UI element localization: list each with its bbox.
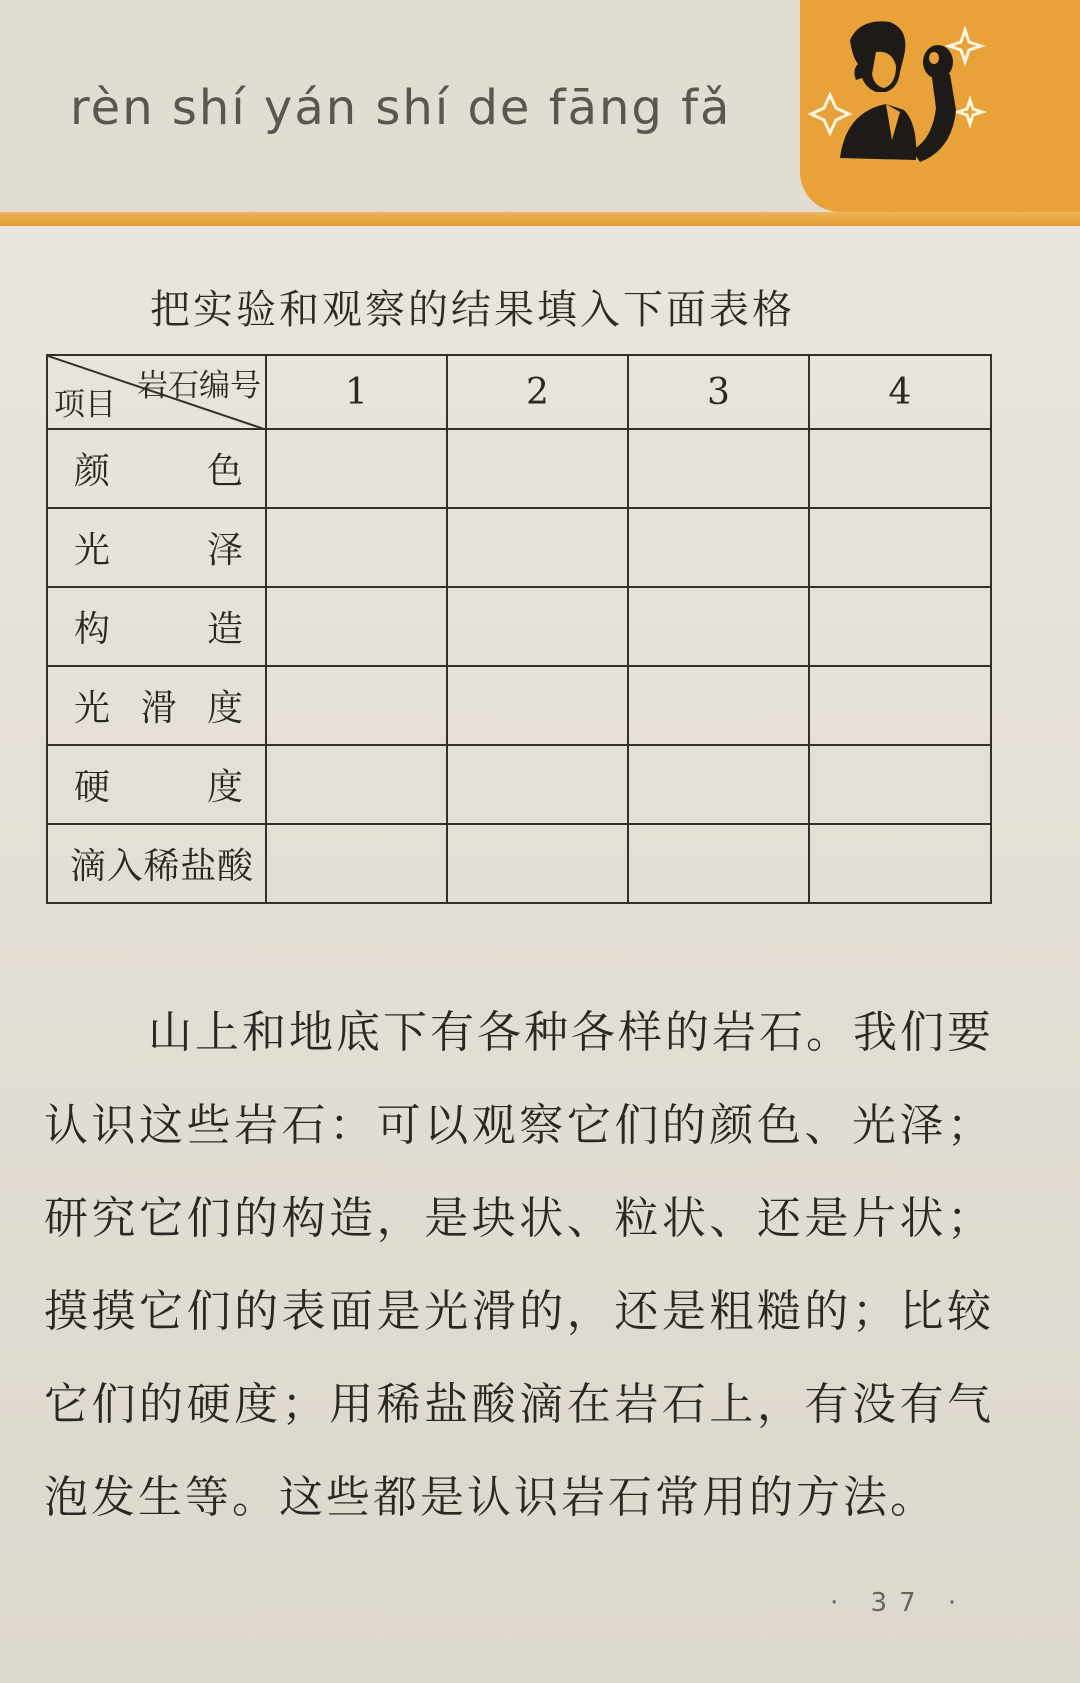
table-row xyxy=(47,429,991,508)
column-header: 3 xyxy=(628,355,809,429)
column-header: 2 xyxy=(447,355,628,429)
row-label-text: 光滑度 xyxy=(74,688,243,729)
row-label xyxy=(47,508,266,587)
column-header: 4 xyxy=(809,355,991,429)
row-label xyxy=(47,824,266,903)
page-header xyxy=(0,0,1080,212)
table-cell xyxy=(447,745,628,824)
corner-label-rock-number: 岩石编号 xyxy=(137,368,261,404)
row-label-text: 光泽 xyxy=(74,530,243,571)
table-cell xyxy=(266,824,447,903)
person-examining-rock-illustration xyxy=(800,0,1080,212)
table-cell xyxy=(628,508,809,587)
row-label-text: 硬度 xyxy=(74,767,243,808)
header-divider xyxy=(0,212,1080,226)
row-label-text: 滴入稀盐酸 xyxy=(70,846,253,887)
table-row xyxy=(47,745,991,824)
table-cell xyxy=(447,666,628,745)
table-cell xyxy=(809,587,991,666)
table-cell xyxy=(628,587,809,666)
row-label xyxy=(47,429,266,508)
table-cell xyxy=(628,429,809,508)
table-cell xyxy=(809,666,991,745)
table-row xyxy=(47,666,991,745)
table-cell xyxy=(447,824,628,903)
table-cell xyxy=(809,745,991,824)
table-cell xyxy=(809,508,991,587)
table-cell xyxy=(266,587,447,666)
table-cell xyxy=(266,666,447,745)
table-caption: 把实验和观察的结果填入下面表格 xyxy=(150,287,795,333)
table-cell xyxy=(809,429,991,508)
table-cell xyxy=(447,587,628,666)
observation-table xyxy=(46,354,992,904)
table-cell xyxy=(266,745,447,824)
table-header-row xyxy=(47,355,991,429)
table-cell xyxy=(266,429,447,508)
page-number: · 37 · xyxy=(830,1588,969,1618)
table-cell xyxy=(447,508,628,587)
row-label-text: 颜色 xyxy=(74,451,243,492)
corner-label-item: 项目 xyxy=(54,387,116,423)
table-cell xyxy=(447,429,628,508)
pinyin-title: rèn shí yán shí de fāng fǎ xyxy=(70,80,732,136)
table-row xyxy=(47,824,991,903)
column-header: 1 xyxy=(266,355,447,429)
header-corner-panel xyxy=(800,0,1080,212)
table-row xyxy=(47,508,991,587)
table-cell xyxy=(628,745,809,824)
row-label-text: 构造 xyxy=(74,609,243,650)
table-cell xyxy=(266,508,447,587)
row-label xyxy=(47,745,266,824)
table-cell xyxy=(628,824,809,903)
table-cell xyxy=(628,666,809,745)
row-label xyxy=(47,666,266,745)
table-cell xyxy=(809,824,991,903)
table-row xyxy=(47,587,991,666)
table-corner-cell xyxy=(47,355,266,429)
body-paragraph: 山上和地底下有各种各样的岩石。我们要认识这些岩石：可以观察它们的颜色、光泽；研究它们的构造，是块状、粒状、还是片状；摸摸它们的表面是光滑的，还是粗糙的；比较它们的硬度；用稀盐酸滴在岩石上，有没有气泡发生等。这些都是认识岩石常用的方法。 xyxy=(44,1007,994,1523)
row-label xyxy=(47,587,266,666)
